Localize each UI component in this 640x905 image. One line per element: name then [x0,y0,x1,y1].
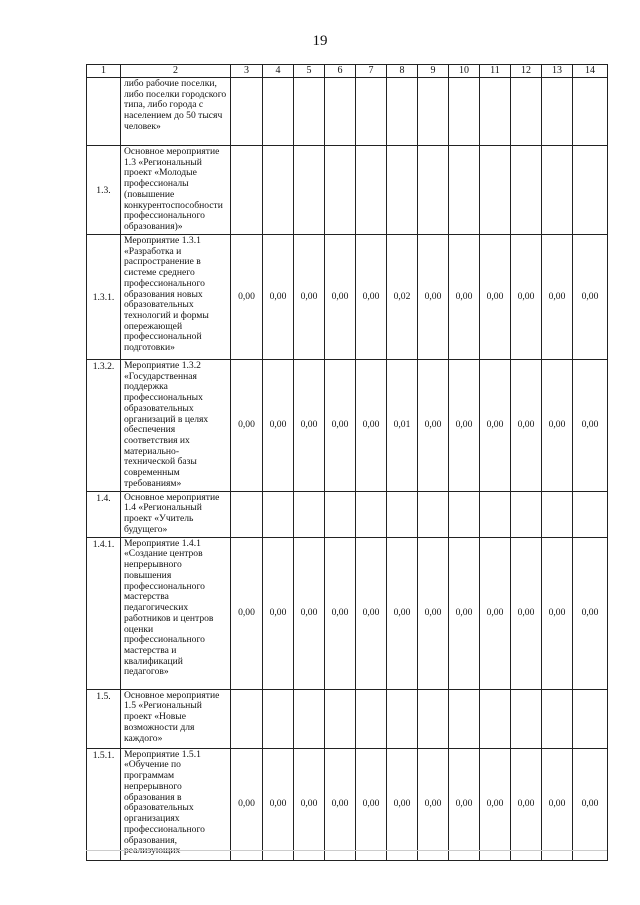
value-cell: 0,00 [449,234,480,359]
value-cell: 0,00 [387,537,418,689]
value-cell: 0,00 [387,748,418,860]
table-row [87,689,608,748]
value-cell [263,146,294,235]
value-cell: 0,00 [294,359,325,491]
value-cell [573,689,608,748]
row-description: Мероприятие 1.4.1 «Создание центров непрерывного повышения профессионального мастерства педагогических работников и центров оценки профессионального мастерства и квалификаций педагогов» [121,537,231,689]
row-number: 1.3.2. [87,359,121,491]
value-cell [231,491,263,537]
row-number: 1.4. [87,491,121,537]
value-cell [418,78,449,146]
value-cell [418,689,449,748]
value-cell [542,491,573,537]
value-cell: 0,01 [387,359,418,491]
table-row [87,78,608,146]
value-cell [387,491,418,537]
column-number: 12 [511,65,542,78]
row-description: Мероприятие 1.3.2 «Государственная поддержка профессиональных образовательных организаций в целях обеспечения соответствия их материально-технической базы современным требованиям» [121,359,231,491]
value-cell [387,689,418,748]
value-cell: 0,00 [356,748,387,860]
value-cell [418,491,449,537]
row-description: Основное мероприятие 1.3 «Региональный проект «Молодые профессионалы (повышение конкурентоспособности профессионального образования)» [121,146,231,235]
value-cell [356,689,387,748]
value-cell [480,491,511,537]
column-number: 1 [87,65,121,78]
value-cell: 0,00 [511,234,542,359]
value-cell: 0,00 [573,537,608,689]
value-cell: 0,00 [573,234,608,359]
value-cell: 0,00 [480,748,511,860]
value-cell: 0,00 [418,748,449,860]
value-cell: 0,00 [231,234,263,359]
column-number: 6 [325,65,356,78]
value-cell [511,78,542,146]
value-cell [511,689,542,748]
column-number: 5 [294,65,325,78]
value-cell: 0,00 [231,748,263,860]
value-cell [263,78,294,146]
value-cell: 0,00 [542,359,573,491]
value-cell: 0,00 [418,234,449,359]
value-cell [573,78,608,146]
value-cell: 0,00 [231,537,263,689]
value-cell: 0,00 [263,537,294,689]
row-number: 1.4.1. [87,537,121,689]
value-cell: 0,00 [418,359,449,491]
value-cell: 0,00 [294,748,325,860]
value-cell [294,78,325,146]
value-cell [387,146,418,235]
column-number: 2 [121,65,231,78]
value-cell: 0,00 [263,748,294,860]
value-cell [449,146,480,235]
value-cell [231,689,263,748]
value-cell: 0,00 [325,748,356,860]
value-cell: 0,00 [573,748,608,860]
value-cell: 0,00 [449,748,480,860]
value-cell [480,78,511,146]
value-cell: 0,00 [511,748,542,860]
row-number: 1.5.1. [87,748,121,860]
value-cell [294,491,325,537]
column-number: 7 [356,65,387,78]
budget-table [86,64,608,861]
table-row [87,234,608,359]
value-cell [480,689,511,748]
column-number: 8 [387,65,418,78]
page-number: 19 [312,33,328,49]
column-number: 14 [573,65,608,78]
value-cell: 0,00 [263,359,294,491]
value-cell: 0,00 [231,359,263,491]
value-cell: 0,00 [356,537,387,689]
table-header-row [87,65,608,78]
value-cell: 0,00 [542,537,573,689]
value-cell [263,491,294,537]
value-cell: 0,00 [542,234,573,359]
value-cell [325,146,356,235]
value-cell [387,78,418,146]
value-cell [542,689,573,748]
value-cell [294,689,325,748]
value-cell [418,146,449,235]
value-cell: 0,00 [263,234,294,359]
column-number: 9 [418,65,449,78]
value-cell [325,491,356,537]
value-cell: 0,00 [356,234,387,359]
table-row [87,491,608,537]
value-cell: 0,00 [449,537,480,689]
value-cell: 0,00 [542,748,573,860]
row-description: Основное мероприятие 1.4 «Региональный проект «Учитель будущего» [121,491,231,537]
value-cell [480,146,511,235]
table-row [87,748,608,860]
value-cell: 0,00 [480,234,511,359]
value-cell [449,491,480,537]
value-cell: 0,00 [294,537,325,689]
row-description: либо рабочие поселки, либо поселки городского типа, либо города с населением до 50 тысяч человек» [121,78,231,146]
value-cell [573,491,608,537]
table-row [87,537,608,689]
value-cell: 0,00 [294,234,325,359]
column-number: 3 [231,65,263,78]
value-cell: 0,00 [325,537,356,689]
value-cell [231,78,263,146]
row-description: Мероприятие 1.3.1 «Разработка и распространение в системе среднего профессионального образования новых образовательных технологий и формы опережающей профессиональной подготовки» [121,234,231,359]
value-cell [294,146,325,235]
value-cell [542,146,573,235]
value-cell [325,78,356,146]
value-cell: 0,00 [511,537,542,689]
column-number: 13 [542,65,573,78]
page-bottom-edge [86,850,607,855]
value-cell: 0,00 [449,359,480,491]
value-cell: 0,00 [418,537,449,689]
table-row [87,146,608,235]
value-cell: 0,00 [511,359,542,491]
row-number [87,78,121,146]
value-cell: 0,00 [573,359,608,491]
table-row [87,359,608,491]
value-cell [449,78,480,146]
value-cell: 0,00 [325,234,356,359]
value-cell [511,146,542,235]
value-cell [449,689,480,748]
value-cell [356,491,387,537]
row-description: Мероприятие 1.5.1 «Обучение по программам непрерывного образования в образовательных организациях профессионального образования, реализующих [121,748,231,860]
value-cell: 0,00 [480,359,511,491]
value-cell: 0,02 [387,234,418,359]
column-number: 10 [449,65,480,78]
value-cell [231,146,263,235]
value-cell [542,78,573,146]
row-number: 1.5. [87,689,121,748]
value-cell [573,146,608,235]
value-cell [325,689,356,748]
table-body [87,78,608,861]
row-number: 1.3.1. [87,234,121,359]
value-cell [263,689,294,748]
value-cell: 0,00 [480,537,511,689]
column-number: 4 [263,65,294,78]
value-cell: 0,00 [325,359,356,491]
row-number: 1.3. [87,146,121,235]
column-number: 11 [480,65,511,78]
value-cell [356,78,387,146]
value-cell [356,146,387,235]
row-description: Основное мероприятие 1.5 «Региональный проект «Новые возможности для каждого» [121,689,231,748]
value-cell [511,491,542,537]
value-cell: 0,00 [356,359,387,491]
